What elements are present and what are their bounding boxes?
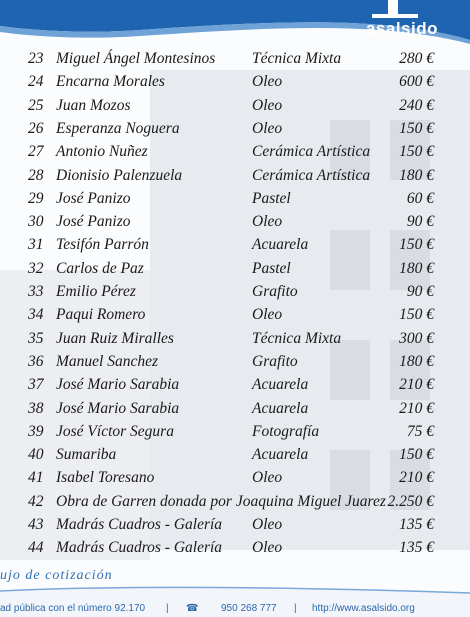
footer-separator: |	[294, 603, 297, 614]
price: 90 €	[406, 283, 434, 300]
list-item	[0, 469, 470, 492]
artist-name: Antonio Nuñez	[56, 143, 148, 161]
technique: Cerámica Artística	[252, 143, 371, 161]
artist-name: Juan Mozos	[56, 96, 131, 114]
technique: Técnica Mixta	[252, 329, 342, 347]
technique: Grafito	[252, 352, 298, 370]
list-item	[0, 167, 470, 190]
item-number: 34	[28, 306, 44, 324]
artist-name: Emilio Pérez	[56, 283, 136, 300]
technique: Técnica Mixta	[252, 50, 342, 67]
artist-name: José Mario Sarabia	[56, 399, 180, 417]
technique: Oleo	[252, 516, 283, 533]
price: 280 €	[399, 50, 434, 67]
price: 180 €	[399, 166, 434, 184]
price: 2.250 €	[387, 492, 434, 510]
technique: Cerámica Artística	[252, 166, 371, 184]
item-number: 41	[28, 469, 44, 487]
list-item	[0, 516, 470, 539]
item-number: 40	[28, 446, 44, 464]
technique: Acuarela	[252, 236, 309, 254]
list-item	[0, 97, 470, 120]
list-item	[0, 446, 470, 469]
list-item	[0, 260, 470, 283]
artist-name: Isabel Toresano	[56, 469, 155, 487]
technique: Acuarela	[252, 399, 309, 417]
list-item	[0, 400, 470, 423]
list-item	[0, 50, 470, 73]
price: 180 €	[399, 352, 434, 370]
price: 150 €	[399, 236, 434, 254]
item-number: 23	[28, 50, 44, 67]
footer-title: ujo de cotización	[0, 568, 113, 583]
technique: Oleo	[252, 73, 283, 91]
price: 150 €	[399, 446, 434, 464]
logo-text: asalsido	[365, 19, 438, 38]
artist-name: José Mario Sarabia	[56, 376, 180, 394]
technique: Pastel	[252, 259, 291, 277]
technique: Oleo	[252, 539, 283, 557]
artist-name: Juan Ruiz Miralles	[56, 329, 174, 347]
price: 150 €	[399, 119, 434, 137]
item-number: 28	[28, 166, 44, 184]
price: 135 €	[399, 539, 434, 557]
item-number: 31	[28, 236, 44, 254]
list-item	[0, 236, 470, 259]
item-number: 42	[28, 492, 44, 510]
artist-name: Sumariba	[56, 446, 117, 464]
item-number: 37	[28, 376, 44, 394]
footer-phone: 950 268 777	[221, 603, 277, 614]
artist-name: Madrás Cuadros - Galería	[56, 516, 223, 533]
list-item	[0, 353, 470, 376]
technique: Pastel	[252, 189, 291, 207]
price: 210 €	[399, 399, 434, 417]
item-number: 43	[28, 516, 44, 533]
list-item	[0, 493, 470, 516]
price: 135 €	[399, 516, 434, 533]
list-item	[0, 283, 470, 306]
artist-name: Manuel Sanchez	[56, 352, 159, 370]
technique: Acuarela	[252, 446, 309, 464]
item-number: 32	[28, 259, 44, 277]
list-item	[0, 143, 470, 166]
technique: Oleo	[252, 213, 283, 231]
price: 300 €	[399, 329, 434, 347]
technique: Oleo	[252, 306, 283, 324]
list-item	[0, 539, 470, 562]
technique: Oleo	[252, 469, 283, 487]
item-number: 25	[28, 96, 44, 114]
item-number: 27	[28, 143, 44, 161]
list-item	[0, 190, 470, 213]
item-number: 38	[28, 399, 44, 417]
artist-name: Tesifón Parrón	[56, 236, 149, 254]
item-number: 33	[28, 283, 44, 300]
price: 60 €	[406, 189, 434, 207]
item-number: 35	[28, 329, 44, 347]
artist-name: Esperanza Noguera	[56, 119, 180, 137]
artist-name: Carlos de Paz	[56, 259, 144, 277]
item-number: 39	[28, 422, 44, 440]
artist-name: José Panizo	[56, 213, 131, 231]
footer-website[interactable]: http://www.asalsido.org	[312, 603, 415, 614]
artist-name: Obra de Garren donada por Joaquina Miguel Juarez	[56, 492, 386, 510]
artist-name: José Víctor Segura	[56, 422, 174, 440]
artist-name: José Panizo	[56, 189, 131, 207]
phone-icon: ☎	[186, 603, 199, 614]
item-number: 24	[28, 73, 44, 91]
footer-separator: |	[166, 603, 169, 614]
artist-name: Madrás Cuadros - Galería	[56, 539, 223, 557]
item-number: 29	[28, 189, 44, 207]
price: 210 €	[399, 469, 434, 487]
artist-name: Encarna Morales	[56, 73, 165, 91]
artist-name: Miguel Ángel Montesinos	[56, 50, 216, 67]
list-item	[0, 120, 470, 143]
price: 600 €	[399, 73, 434, 91]
footer-registry: ad pública con el número 92.170	[0, 603, 146, 614]
item-number: 30	[28, 213, 44, 231]
list-item	[0, 423, 470, 446]
list-item	[0, 376, 470, 399]
item-number: 36	[28, 352, 44, 370]
price: 240 €	[399, 96, 434, 114]
header-banner	[0, 0, 470, 44]
technique: Acuarela	[252, 376, 309, 394]
technique: Oleo	[252, 96, 283, 114]
price: 180 €	[399, 259, 434, 277]
list-item	[0, 213, 470, 236]
list-item	[0, 306, 470, 329]
price: 150 €	[399, 143, 434, 161]
price: 90 €	[406, 213, 434, 231]
technique: Grafito	[252, 283, 298, 300]
list-item	[0, 330, 470, 353]
item-number: 44	[28, 539, 44, 557]
list-item	[0, 73, 470, 96]
price: 210 €	[399, 376, 434, 394]
item-number: 26	[28, 119, 44, 137]
price: 75 €	[406, 422, 434, 440]
artist-name: Paqui Romero	[56, 306, 146, 324]
artist-name: Dionisio Palenzuela	[56, 166, 183, 184]
technique: Fotografía	[252, 422, 320, 440]
technique: Oleo	[252, 119, 283, 137]
price: 150 €	[399, 306, 434, 324]
